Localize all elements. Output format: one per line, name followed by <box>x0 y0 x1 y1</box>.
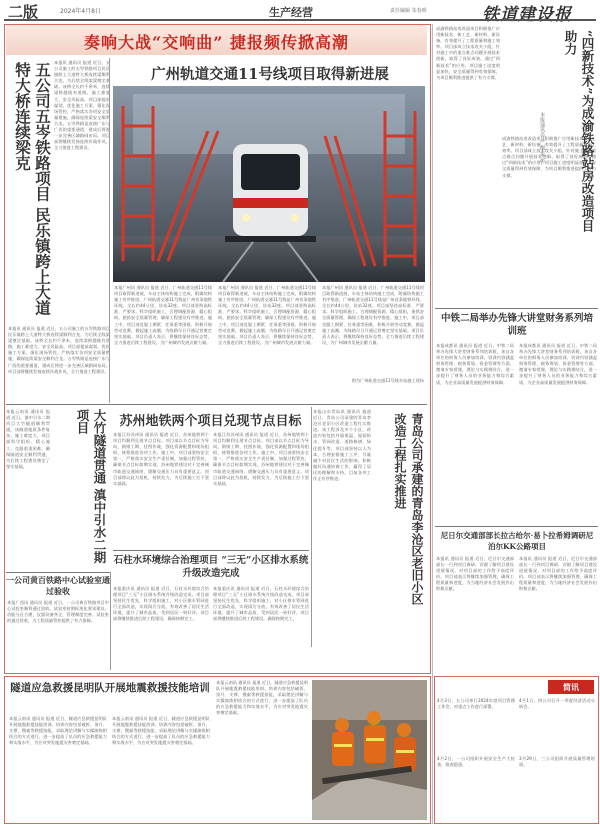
suzhou-body-col1: 本报江苏苏州讯 通讯员 报道 近日，苏州地铁两个项目均顺利兑现节点目标。项目部以节点目标为导向，倒排工期、挂图作战，强化资源配置和现场组织，统筹推进各项工作。施工中，项目部坚持安全第一，严格落实安全生产责任制，加强过程管控，确保节点目标如期实现。苏州地铁建设对于完善城市轨道交通网络、缓解交通压力具有重要意义。项目部将以此为契机，持续发力，为后续施工打下坚实基础。 <box>113 432 209 486</box>
wudou-article <box>6 58 110 403</box>
lecture-headline: 中铁二局举办先锋大讲堂财务系列培训班 <box>440 313 593 337</box>
rescue-training-photo <box>312 680 427 820</box>
rescue-training-illustration <box>312 680 427 820</box>
brief-item-3: 4月1日，四公司召开一季度经济活动分析会。 <box>519 698 595 710</box>
section-title: 生产经营 <box>269 6 313 19</box>
paper-title: 铁道建设报 <box>482 5 572 25</box>
drainage-body-col2: 本报重庆讯 通讯员 报道 近日，石柱水环境综合治理项目“三无”小区排水系统升级改造完成。项目部坚持民生优先，科学组织施工，对小区排水管网进行全面改造，实现雨污分流，有效改善了居民生活环境，提升了城市品质，受到居民一致好评。项目部将继续推进后续工程建设，确保按期完工。 <box>213 586 309 622</box>
earthquake-body-col2: 本报云南讯 通讯员 报道 近日，隧道应急救援昆明队开展地震救援技能培训。培训内容包括破拆、顶升、支撑、搜索等救援技能，采取理论讲解与实操演练相结合的方式进行，进一步提高了队员的应急救援能力和实战水平，为应对突发地震灾害奠定基础。 <box>112 716 210 746</box>
earthquake-body-col3: 本报云南讯 通讯员 报道 近日，隧道应急救援昆明队开展地震救援技能培训。培训内容包括破拆、顶升、支撑、搜索等救援技能，采取理论讲解与实操演练相结合的方式进行，进一步提高了队员的应急救援能力和实战水平，为应对突发地震灾害奠定基础。 <box>216 680 308 716</box>
wudou-headline: 五公司五岑铁路项目 民乐镇跨上大道特大桥连续梁克 <box>13 62 52 316</box>
sichuan-headline: “四新技术”为成渝铁路站房改造项目助力 <box>563 30 595 232</box>
subway-station-illustration <box>113 86 425 282</box>
issue-date: 2024年4月8日 <box>60 8 101 15</box>
nigeria-body-col2: 本报讯 通讯员 报道 近日，尼日尔交通部部长一行到项目调研，详细了解项目建设进展情况，对项目部的工作给予高度评价。项目部表示将继续加强管理，确保工程质量和进度，为当地经济社会发展作出积极贡献。 <box>519 556 597 592</box>
editor-credit: 责任编辑 朱春明 <box>390 8 427 14</box>
sichuan-body-col2: 成渝铁路站房改造项目积极推广应用新技术、新工艺、新材料、新设备，有效提升了工程质量和施工效率。项目部成立技术攻关小组，针对施工中的重点难点问题开展技术创新，取得了良好成效。通过“四新技术”的应用，项目施工进度明显加快，安全质量得到有效保障，为项目顺利推进提供了有力支撑。 <box>502 136 596 178</box>
earthquake-body-col1: 本报云南讯 通讯员 报道 近日，隧道应急救援昆明队开展地震救援技能培训。培训内容包括破拆、顶升、支撑、搜索等救援技能，采取理论讲解与实操演练相结合的方式进行，进一步提高了队员的应急救援能力和实战水平，为应对突发地震灾害奠定基础。 <box>9 716 107 746</box>
nigeria-body-col1: 本报讯 通讯员 报道 近日，尼日尔交通部部长一行到项目调研，详细了解项目建设进展情况，对项目部的工作给予高度评价。项目部表示将继续加强管理，确保工程质量和进度，为当地经济社会发展作出积极贡献。 <box>436 556 514 592</box>
qingdao-body: 本报山东青岛讯 通讯员 报道 近日，青岛公司承建的青岛李沧区老旧小区改造工程扎实推进。该工程涉及多个小区，改造内容包括外墙保温、屋面防水、管网改造、道路修缮、绿化提升等。项目部坚持以人为本，合理安排施工工序，尽量减少对居民生活的影响，积极做好沟通协调工作，赢得了居民的理解和支持。目前各项工作正有序推进。 <box>313 409 371 482</box>
wudou-body: 本报讯 通讯员 报道 近日，五公司施工的五岑铁路项目民乐镇跨上大道特大桥连续梁顺利合龙，为后续全线架梁奠定基础。该桥全长约千余米，连续梁跨越既有道路，施工难度大、安全风险高。项目部提前谋划，优化施工方案，强化现场管控，严格落实各项安全质量措施，确保连续梁安全顺利合龙。五岑铁路是连接广东与广西的重要通道，建成后将进一步完善区域路网布局。项目部将继续发扬连续作战作风，全力推进工程建设。 <box>54 60 110 151</box>
sichuan-byline: 本报通讯员 卢 刚 朱 彬 <box>539 112 545 164</box>
banner-text: 奏响大战“交响曲” 捷报频传掀高潮 <box>84 33 349 52</box>
brief-item-4: 3月29日，三公司组织开展质量管理培训。 <box>519 756 595 768</box>
earthquake-headline: 隧道应急救援昆明队开展地震救援技能培训 <box>10 682 210 694</box>
edition-label: 二版 <box>8 3 39 21</box>
drainage-body-col1: 本报重庆讯 通讯员 报道 近日，石柱水环境综合治理项目“三无”小区排水系统升级改造完成。项目部坚持民生优先，科学组织施工，对小区排水管网进行全面改造，实现雨污分流，有效改善了居民生活环境，提升了城市品质，受到居民一致好评。项目部将继续推进后续工程建设，确保按期完工。 <box>113 586 209 622</box>
tunnel-body: 本报云南讯 通讯员 报道 近日，滇中引水二期项目大竹隧道顺利贯通。该隧道地质条件复杂，施工难度大，项目部科学组织、精心施工，克服重重困难，确保隧道安全顺利贯通，为后续工程建设奠定了坚实基础。 <box>6 409 50 469</box>
subway-station-photo <box>113 86 425 282</box>
drainage-headline: 石柱水环境综合治理项目 “三无”小区排水系统升级改造完成 <box>113 555 309 579</box>
tunnel-headline: 大竹隧道贯通 滇中引水二期项目 <box>75 409 107 564</box>
sichuan-article <box>502 26 598 306</box>
guangzhou-headline: 广州轨道交通11号线项目取得新进展 <box>151 66 389 83</box>
guangzhou-body-col2: 本报广州讯 通讯员 报道 近日，广州轨道交通11号线项目取得新进展，车站主体结构施工完成，附属结构施工有序推进。广州轨道交通11号线是广州首条地铁环线，全长约44公里，设站32座。项目部坚持高标准、严要求，科学组织施工，合理调配资源，精心组织，狠抓安全质量管理，确保工程建设有序推进。施工中，项目部克服工期紧、任务重等困难，积极开展劳动竞赛，掀起施工高潮，为线路早日开通运营奠定坚实基础。项目负责人表示，将继续保持良好态势，全力推进后续工程建设，为广州城市发展贡献力量。 <box>218 285 316 345</box>
qingdao-article <box>313 407 426 647</box>
sichuan-body-col1: 成渝铁路站房改造项目积极推广应用新技术、新工艺、新材料、新设备，有效提升了工程质量和施工效率。项目部成立技术攻关小组，针对施工中的重点难点问题开展技术创新，取得了良好成效。通过“四新技术”的应用，项目施工进度明显加快，安全质量得到有效保障，为项目顺利推进提供了有力支撑。 <box>436 26 500 80</box>
masthead <box>0 0 600 25</box>
brief-item-2: 4月2日，一公司组织开展安全生产大检查，排查隐患。 <box>437 756 515 768</box>
tunnel-article <box>6 407 110 572</box>
suzhou-body-col2: 本报江苏苏州讯 通讯员 报道 近日，苏州地铁两个项目均顺利兑现节点目标。项目部以节点目标为导向，倒排工期、挂图作战，强化资源配置和现场组织，统筹推进各项工作。施工中，项目部坚持安全第一，严格落实安全生产责任制，加强过程管控，确保节点目标如期实现。苏州地铁建设对于完善城市轨道交通网络、缓解交通压力具有重要意义。项目部将以此为契机，持续发力，为后续施工打下坚实基础。 <box>213 432 309 486</box>
banner <box>6 25 427 55</box>
tech-headline: 一公司黄百铁路中心试验室通过验收 <box>6 575 110 596</box>
brief-item-1: 4月3日，五公司举行2024年度项目管理工作会，对重点工作进行部署。 <box>437 698 515 710</box>
qingdao-headline: 青岛公司承建的青岛李沧区老旧小区改造工程扎实推进 <box>393 413 424 605</box>
lecture-body-col1: 本报成都讯 通讯员 报道 近日，中铁二局举办先锋大讲堂财务系列培训班，来自各单位的财务人员参加培训。培训内容涵盖财务管理、税务筹划、资金管理等方面，邀请专家授课，理论与实践相结合，进一步提升了财务人员的业务能力和综合素质，为企业高质量发展提供财务保障。 <box>436 343 514 385</box>
guangzhou-body-col1: 本报广州讯 通讯员 报道 近日，广州轨道交通11号线项目取得新进展，车站主体结构施工完成，附属结构施工有序推进。广州轨道交通11号线是广州首条地铁环线，全长约44公里，设站32座。项目部坚持高标准、严要求，科学组织施工，合理调配资源，精心组织，狠抓安全质量管理，确保工程建设有序推进。施工中，项目部克服工期紧、任务重等困难，积极开展劳动竞赛，掀起施工高潮，为线路早日开通运营奠定坚实基础。项目负责人表示，将继续保持良好态势，全力推进后续工程建设，为广州城市发展贡献力量。 <box>114 285 212 345</box>
nigeria-headline: 尼日尔交通部部长拉古给尔·易卜拉希姆调研尼泊尔KK公路项目 <box>440 531 594 551</box>
guangzhou-body-col3: 本报广州讯 通讯员 报道 近日，广州轨道交通11号线项目取得新进展，车站主体结构施工完成，附属结构施工有序推进。广州轨道交通11号线是广州首条地铁环线，全长约44公里，设站32座。项目部坚持高标准、严要求，科学组织施工，合理调配资源，精心组织，狠抓安全质量管理，确保工程建设有序推进。施工中，项目部克服工期紧、任务重等困难，积极开展劳动竞赛，掀起施工高潮，为线路早日开通运营奠定坚实基础。项目负责人表示，将继续保持良好态势，全力推进后续工程建设，为广州城市发展贡献力量。 <box>322 285 424 345</box>
tech-body: 本报广西讯 通讯员 报道 近日，一公司黄百铁路项目中心试验室顺利通过验收。试验室按照标准化要求建设，功能分区合理，仪器设备齐全，管理制度完善。试验室的通过验收，为工程质量管控提供了有力保障。 <box>7 600 109 624</box>
lecture-body-col2: 本报成都讯 通讯员 报道 近日，中铁二局举办先锋大讲堂财务系列培训班，来自各单位的财务人员参加培训。培训内容涵盖财务管理、税务筹划、资金管理等方面，邀请专家授课，理论与实践相结合，进一步提升了财务人员的业务能力和综合素质，为企业高质量发展提供财务保障。 <box>519 343 597 385</box>
wudou-body-cont: 本报讯 通讯员 报道 近日，五公司施工的五岑铁路项目民乐镇跨上大道特大桥连续梁顺利合龙，为后续全线架梁奠定基础。该桥全长约千余米，连续梁跨越既有道路，施工难度大、安全风险高。项目部提前谋划，优化施工方案，强化现场管控，严格落实各项安全质量措施，确保连续梁安全顺利合龙。五岑铁路是连接广东与广西的重要通道，建成后将进一步完善区域路网布局。项目部将继续发扬连续作战作风，全力推进工程建设。 <box>8 326 110 374</box>
suzhou-headline: 苏州地铁两个项目兑现节点目标 <box>119 414 302 429</box>
brief-headline: 简讯 <box>548 680 594 694</box>
guangzhou-photo-caption: 图为广州轨道交通11号线车站施工现场 <box>351 378 424 383</box>
